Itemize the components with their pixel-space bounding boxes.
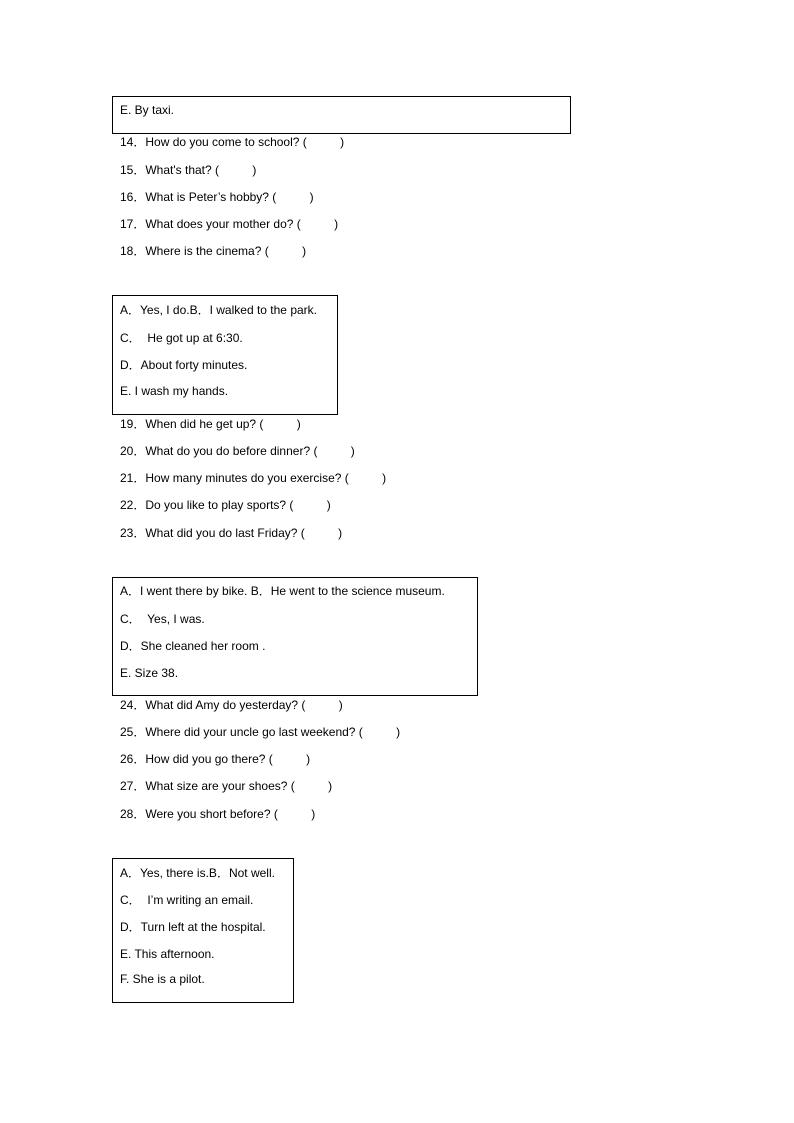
question-27: 27．What size are your shoes? ( ) — [120, 779, 333, 793]
option-e-box-2: E. I wash my hands. — [120, 384, 229, 398]
option-ab-box-3: A．I went there by bike. B．He went to the science museum. — [120, 584, 445, 598]
question-22: 22．Do you like to play sports? ( ) — [120, 498, 331, 512]
question-15: 15．What's that? ( ) — [120, 163, 257, 177]
option-d-box-3: D．She cleaned her room . — [120, 639, 266, 653]
option-d-box-4: D．Turn left at the hospital. — [120, 920, 266, 934]
question-21: 21．How many minutes do you exercise? ( ) — [120, 471, 387, 485]
option-e-box-1: E. By taxi. — [120, 103, 175, 117]
option-f-box-4: F. She is a pilot. — [120, 972, 205, 986]
option-ab-box-2: A．Yes, I do.B．I walked to the park. — [120, 303, 317, 317]
option-c-box-4: C． I’m writing an email. — [120, 893, 254, 907]
option-e-box-3: E. Size 38. — [120, 666, 179, 680]
question-28: 28．Were you short before? ( ) — [120, 807, 316, 821]
question-24: 24．What did Amy do yesterday? ( ) — [120, 698, 343, 712]
question-20: 20．What do you do before dinner? ( ) — [120, 444, 355, 458]
options-box-1 — [112, 96, 571, 134]
question-18: 18．Where is the cinema? ( ) — [120, 244, 307, 258]
question-19: 19．When did he get up? ( ) — [120, 417, 301, 431]
question-25: 25．Where did your uncle go last weekend? ( ) — [120, 725, 401, 739]
option-ab-box-4: A．Yes, there is.B．Not well. — [120, 866, 275, 880]
question-17: 17．What does your mother do? ( ) — [120, 217, 339, 231]
option-c-box-3: C． Yes, I was. — [120, 612, 205, 626]
option-e-box-4: E. This afternoon. — [120, 947, 215, 961]
option-d-box-2: D．About forty minutes. — [120, 358, 248, 372]
question-23: 23．What did you do last Friday? ( ) — [120, 526, 343, 540]
question-26: 26．How did you go there? ( ) — [120, 752, 311, 766]
question-14: 14．How do you come to school? ( ) — [120, 135, 345, 149]
question-16: 16．What is Peter’s hobby? ( ) — [120, 190, 314, 204]
option-c-box-2: C． He got up at 6:30. — [120, 331, 243, 345]
